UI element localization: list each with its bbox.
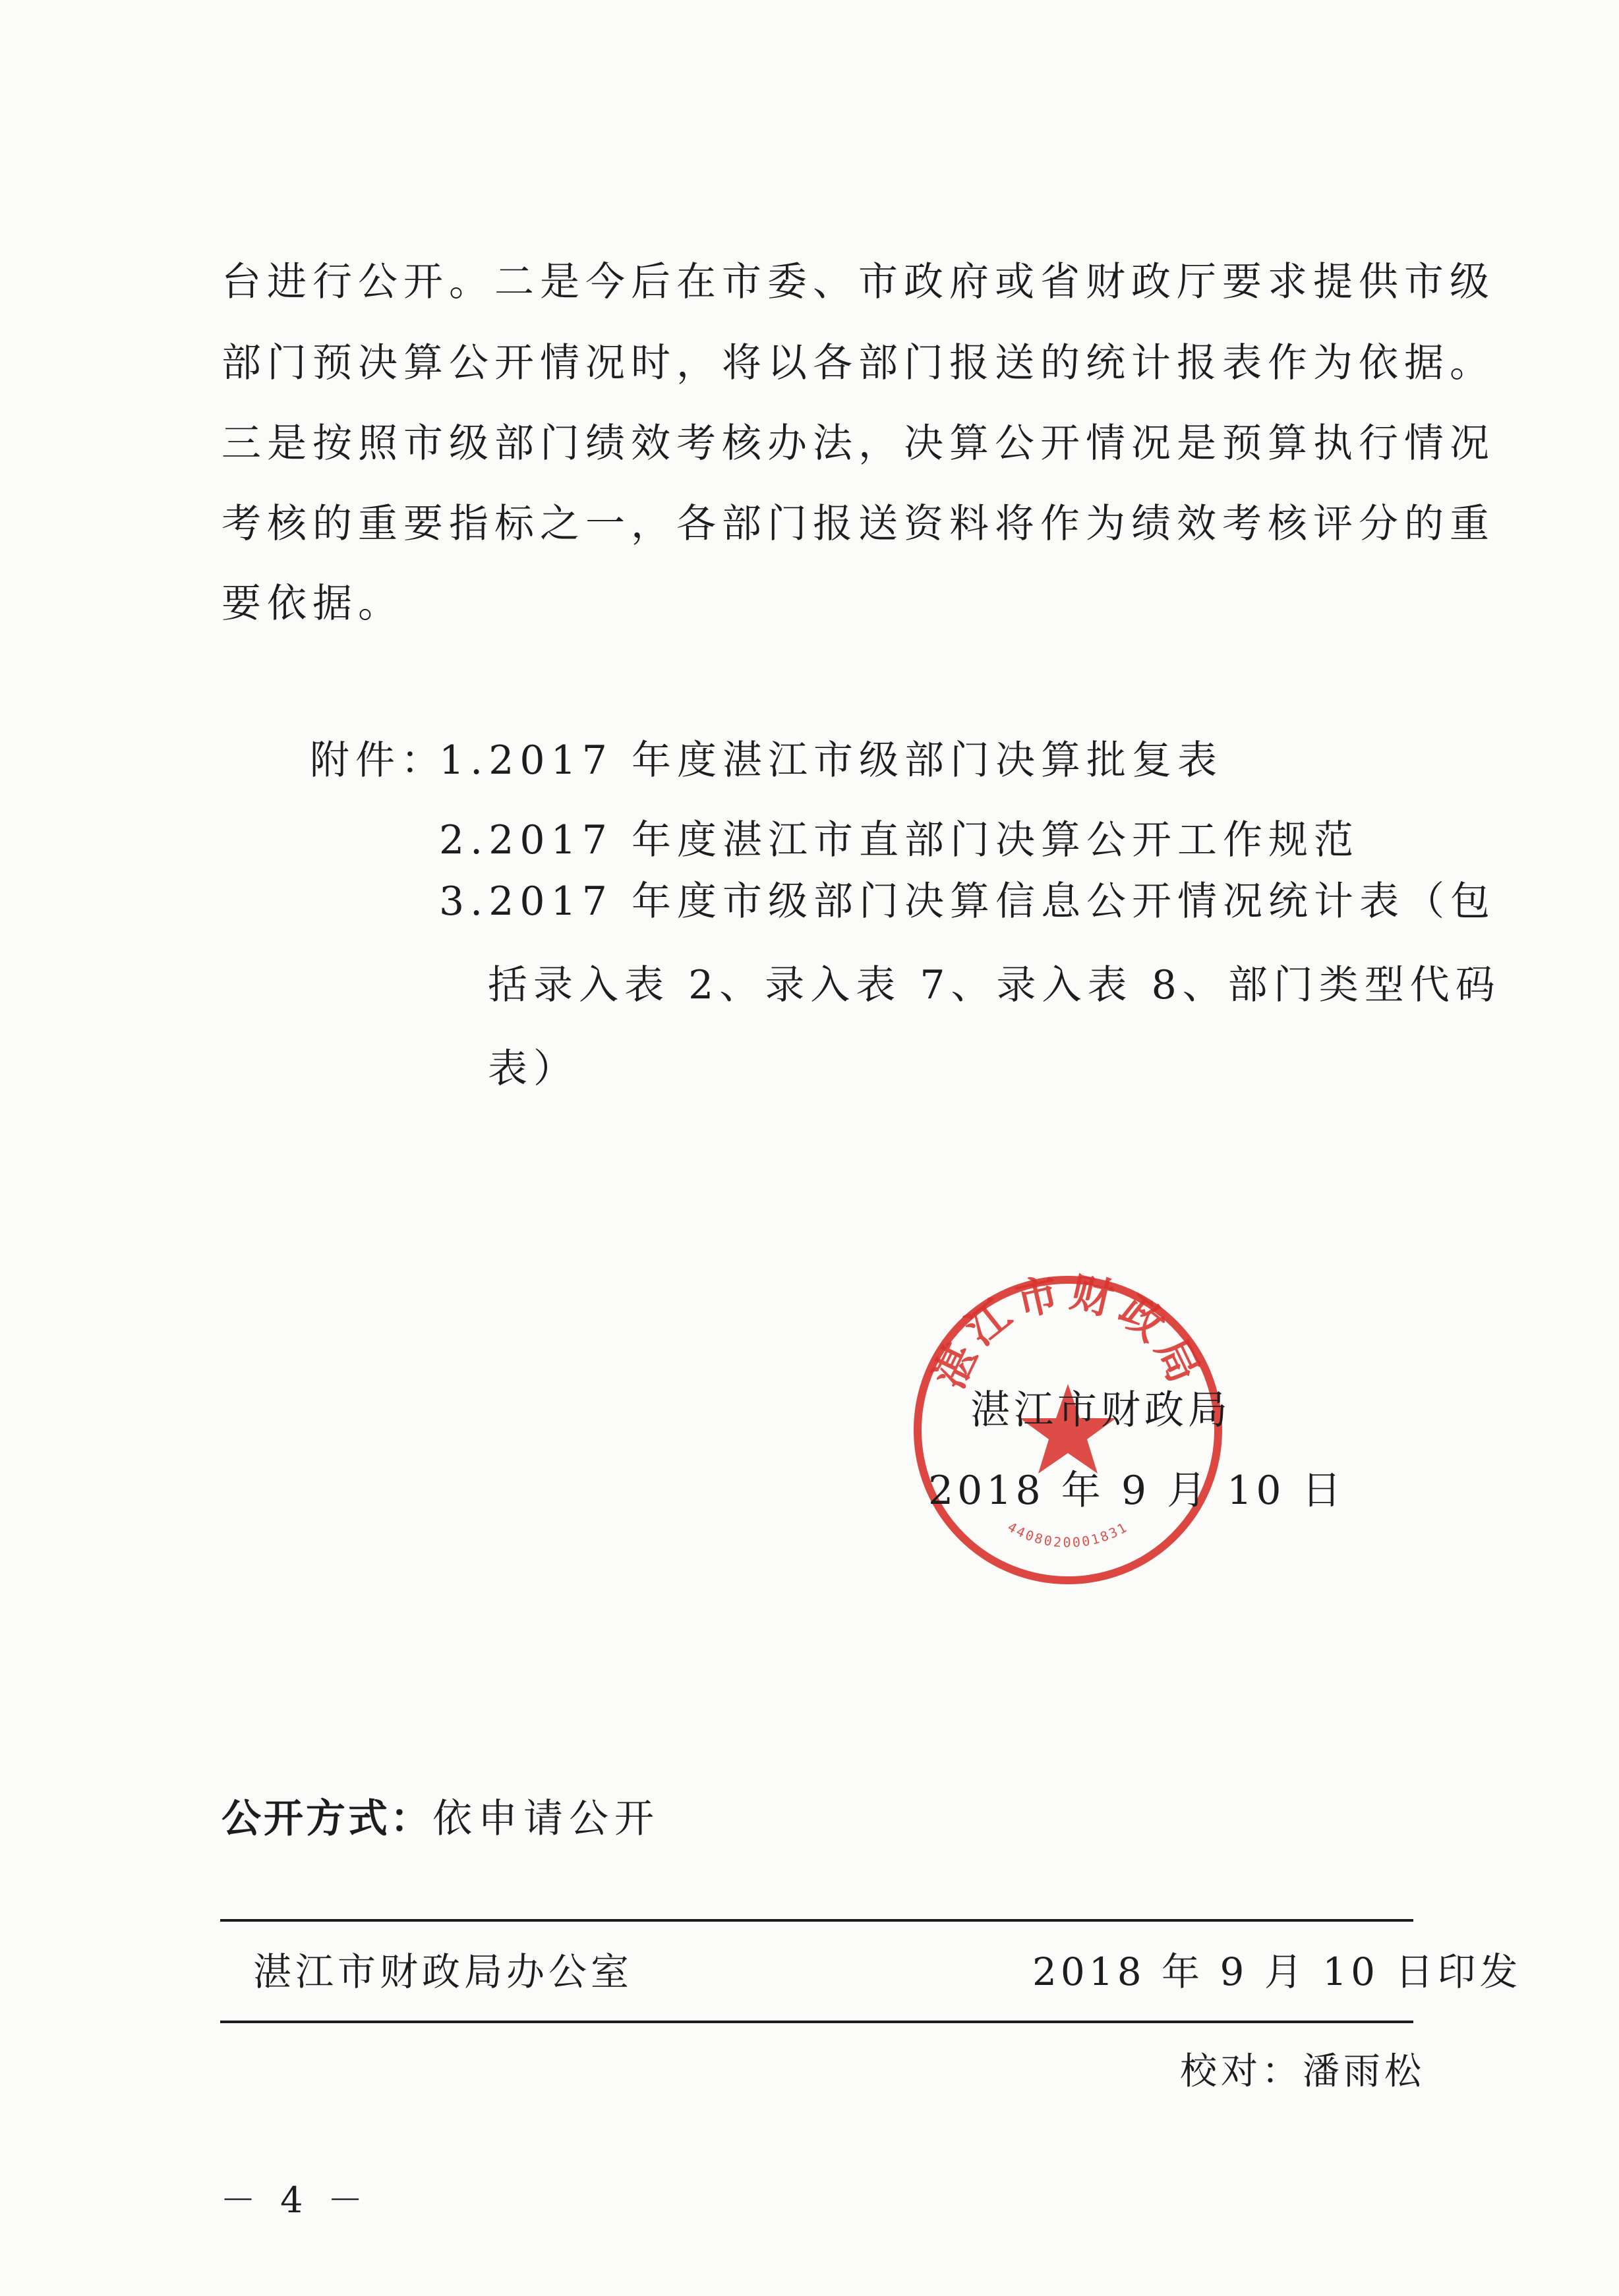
attachment-item-3-cont-1: 括录入表 2、录入表 7、录入表 8、部门类型代码 [488,962,1501,1008]
attachment-item-1: 1.2017 年度湛江市级部门决算批复表 [439,737,1223,784]
svg-text:4408020001831 [1005,1519,1131,1551]
disclosure-label: 公开方式： [221,1796,432,1842]
signature-org: 湛江市财政局 [970,1387,1231,1433]
body-line-3: 三是按照市级部门绩效考核办法，决算公开情况是预算执行情况 [221,420,1495,467]
disclosure-value: 依申请公开 [432,1796,660,1842]
page-number: － 4 － [220,2179,370,2221]
body-line-1: 台进行公开。二是今后在市委、市政府或省财政厅要求提供市级 [221,259,1495,305]
attachment-item-3: 3.2017 年度市级部门决算信息公开情况统计表（包 [439,878,1496,925]
attachment-item-2: 2.2017 年度湛江市直部门决算公开工作规范 [439,817,1360,863]
body-line-2: 部门预决算公开情况时，将以各部门报送的统计报表作为依据。 [221,340,1495,386]
footer-issuer: 湛江市财政局办公室 [253,1949,633,1994]
attachments-label: 附件： [310,737,446,784]
footer-proofreader: 校对：潘雨松 [1180,2050,1425,2093]
svg-text:湛江市财政局 [925,1268,1211,1396]
body-line-4: 考核的重要指标之一，各部门报送资料将作为绩效考核评分的重 [221,501,1495,547]
body-line-5: 要依据。 [221,581,403,627]
seal-text: 湛江市财政局 [925,1268,1211,1396]
footer-issue-date: 2018 年 9 月 10 日印发 [1032,1949,1522,1994]
footer-rule-bottom [220,2021,1413,2023]
disclosure-line [221,1796,660,1842]
attachment-item-3-cont-2: 表） [488,1046,579,1092]
footer-rule-top [220,1919,1413,1922]
seal-code: 4408020001831 [1005,1518,1131,1551]
signature-date: 2018 年 9 月 10 日 [928,1468,1345,1514]
